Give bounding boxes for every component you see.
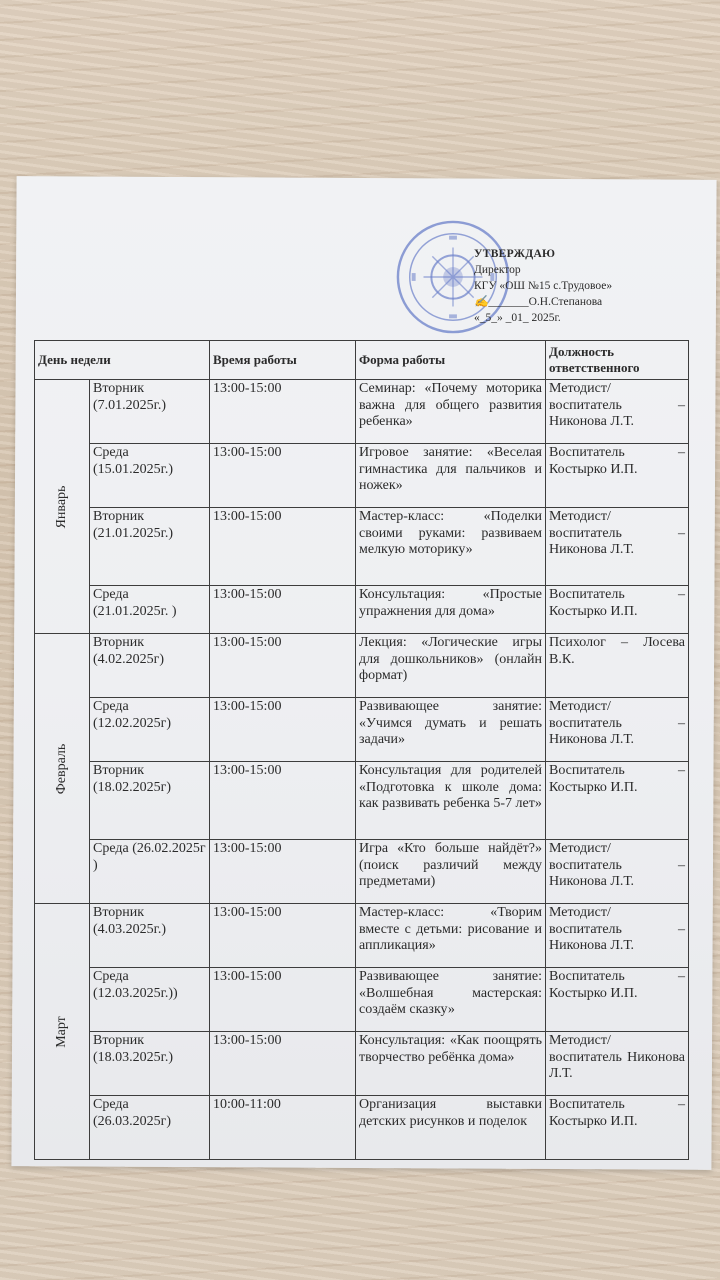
cell-form: Игровое занятие: «Веселая гимнастика для пальчиков и ножек» — [356, 444, 546, 508]
header-form: Форма работы — [356, 341, 546, 380]
cell-time: 13:00-15:00 — [210, 634, 356, 698]
cell-responsible: Методист/ воспитатель Никонова Л.Т. — [546, 1032, 689, 1096]
approval-block — [474, 246, 694, 326]
cell-day: Среда (26.03.2025г) — [90, 1096, 210, 1160]
cell-day: Вторник (18.02.2025г) — [90, 762, 210, 840]
header-time: Время работы — [210, 341, 356, 380]
table-row — [35, 840, 689, 904]
cell-responsible: Методист/ воспитатель – Никонова Л.Т. — [546, 380, 689, 444]
table-row — [35, 1032, 689, 1096]
table-row — [35, 508, 689, 586]
approval-title: УТВЕРЖДАЮ — [474, 248, 556, 260]
cell-time: 10:00-11:00 — [210, 1096, 356, 1160]
cell-form: Мастер-класс: «Творим вместе с детьми: рисование и аппликация» — [356, 904, 546, 968]
cell-form: Лекция: «Логические игры для дошкольников» (онлайн формат) — [356, 634, 546, 698]
table-row — [35, 1096, 689, 1160]
cell-form: Организация выставки детских рисунков и поделок — [356, 1096, 546, 1160]
cell-day: Среда (26.02.2025г ) — [90, 840, 210, 904]
cell-day: Вторник (7.01.2025г.) — [90, 380, 210, 444]
cell-responsible: Психолог – Лосева В.К. — [546, 634, 689, 698]
cell-responsible: Воспитатель – Костырко И.П. — [546, 586, 689, 634]
cell-responsible: Воспитатель – Костырко И.П. — [546, 444, 689, 508]
cell-time: 13:00-15:00 — [210, 380, 356, 444]
approval-signature-line: ✍_______О.Н.Степанова — [474, 296, 603, 308]
table-row — [35, 634, 689, 698]
approval-organization: КГУ «ОШ №15 с.Трудовое» — [474, 280, 613, 292]
approval-date: «_5_» _01_ 2025г. — [474, 312, 561, 324]
cell-time: 13:00-15:00 — [210, 968, 356, 1032]
header-responsible: Должность ответственного — [546, 341, 689, 380]
cell-day: Среда (12.02.2025г) — [90, 698, 210, 762]
cell-time: 13:00-15:00 — [210, 508, 356, 586]
cell-form: Развивающее занятие: «Волшебная мастерская: создаём сказку» — [356, 968, 546, 1032]
cell-responsible: Методист/ воспитатель – Никонова Л.Т. — [546, 698, 689, 762]
table-row — [35, 904, 689, 968]
table-row — [35, 444, 689, 508]
cell-form: Игра «Кто больше найдёт?» (поиск различий между предметами) — [356, 840, 546, 904]
table-row — [35, 586, 689, 634]
cell-form: Консультация: «Простые упражнения для дома» — [356, 586, 546, 634]
cell-time: 13:00-15:00 — [210, 444, 356, 508]
schedule-table — [34, 340, 689, 1160]
cell-time: 13:00-15:00 — [210, 586, 356, 634]
cell-time: 13:00-15:00 — [210, 840, 356, 904]
month-cell-march: Март — [35, 904, 90, 1160]
cell-time: 13:00-15:00 — [210, 762, 356, 840]
cell-time: 13:00-15:00 — [210, 698, 356, 762]
cell-day: Вторник (18.03.2025г.) — [90, 1032, 210, 1096]
cell-responsible: Методист/ воспитатель – Никонова Л.Т. — [546, 840, 689, 904]
cell-form: Мастер-класс: «Поделки своими руками: развиваем мелкую моторику» — [356, 508, 546, 586]
cell-form: Консультация для родителей «Подготовка к школе дома: как развивать ребенка 5-7 лет» — [356, 762, 546, 840]
cell-responsible: Методист/ воспитатель – Никонова Л.Т. — [546, 508, 689, 586]
table-row — [35, 762, 689, 840]
cell-responsible: Воспитатель – Костырко И.П. — [546, 762, 689, 840]
cell-time: 13:00-15:00 — [210, 904, 356, 968]
cell-time: 13:00-15:00 — [210, 1032, 356, 1096]
cell-responsible: Методист/ воспитатель – Никонова Л.Т. — [546, 904, 689, 968]
table-row — [35, 380, 689, 444]
table-header-row — [35, 341, 689, 380]
cell-day: Среда (21.01.2025г. ) — [90, 586, 210, 634]
cell-day: Среда (12.03.2025г.)) — [90, 968, 210, 1032]
month-cell-january: Январь — [35, 380, 90, 634]
cell-responsible: Воспитатель – Костырко И.П. — [546, 968, 689, 1032]
cell-day: Среда (15.01.2025г.) — [90, 444, 210, 508]
header-day: День недели — [35, 341, 210, 380]
cell-form: Консультация: «Как поощрять творчество ребёнка дома» — [356, 1032, 546, 1096]
cell-day: Вторник (4.02.2025г) — [90, 634, 210, 698]
approval-position: Директор — [474, 264, 521, 276]
cell-day: Вторник (4.03.2025г.) — [90, 904, 210, 968]
cell-form: Развивающее занятие: «Учимся думать и решать задачи» — [356, 698, 546, 762]
table-row — [35, 968, 689, 1032]
cell-form: Семинар: «Почему моторика важна для общего развития ребенка» — [356, 380, 546, 444]
cell-responsible: Воспитатель – Костырко И.П. — [546, 1096, 689, 1160]
month-cell-february: Февраль — [35, 634, 90, 904]
table-row — [35, 698, 689, 762]
cell-day: Вторник (21.01.2025г.) — [90, 508, 210, 586]
